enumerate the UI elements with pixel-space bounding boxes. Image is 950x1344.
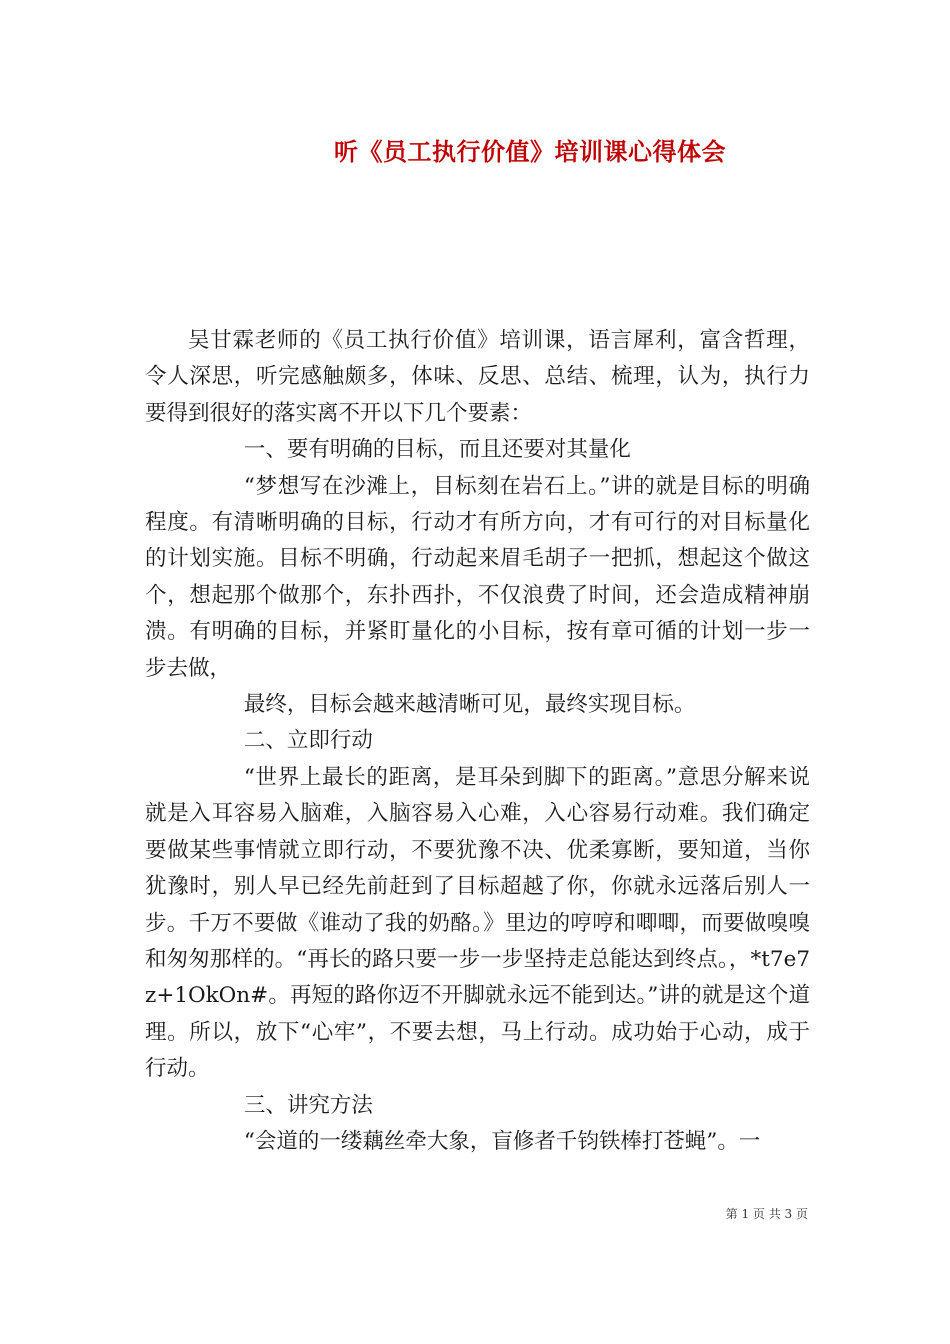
paragraph-method: “会道的一缕藕丝牵大象，盲修者千钧铁棒打苍蝇”。一 — [243, 1128, 761, 1154]
document-title: 听《员工执行价值》培训课心得体会 — [334, 138, 726, 166]
page-footer: 第 1 页 共 3 页 — [725, 1207, 808, 1221]
paragraph-action: “世界上最长的距离，是耳朵到脚下的距离。”意思分解来说就是入耳容易入脑难，入脑容易入心难，入心容易行动难。我们确定要做某些事情就立即行动，不要犹豫不决、优柔寡断，要知道，当你犹豫时，别人早已经先前赶到了目标超越了你，你就永远落后别人一步。千万不要做《谁动了我的奶酪。》里边的哼哼和唧唧，而要做嗅嗅和匆匆那样的。“再长的路只要一步一步坚持走总能达到终点。，*t7e7z+1OkOn#。再短的路你迈不开脚就永远不能到达。”讲的就是这个道理。所以，放下“心牢”，不要去想，马上行动。成功始于心动，成于行动。 — [145, 764, 810, 1082]
paragraph-intro: 吴甘霖老师的《员工执行价值》培训课，语言犀利，富含哲理，令人深思，听完感触颇多，体味、反思、总结、梳理，认为，执行力要得到很好的落实离不开以下几个要素： — [145, 328, 810, 426]
document-body — [145, 323, 810, 1160]
paragraph-goals: “梦想写在沙滩上，目标刻在岩石上。”讲的就是目标的明确程度。有清晰明确的目标，行动才有所方向，才有可行的对目标量化的计划实施。目标不明确，行动起来眉毛胡子一把抓，想起这个做这个，想起那个做那个，东扑西扑，不仅浪费了时间，还会造成精神崩溃。有明确的目标，并紧盯量化的小目标，按有章可循的计划一步一步去做， — [145, 473, 810, 681]
section-heading-3: 三、讲究方法 — [243, 1092, 373, 1118]
section-heading-2: 二、立即行动 — [243, 728, 373, 754]
section-heading-1: 一、要有明确的目标，而且还要对其量化 — [243, 437, 631, 463]
paragraph-goals-conclusion: 最终，目标会越来越清晰可见，最终实现目标。 — [243, 692, 696, 718]
